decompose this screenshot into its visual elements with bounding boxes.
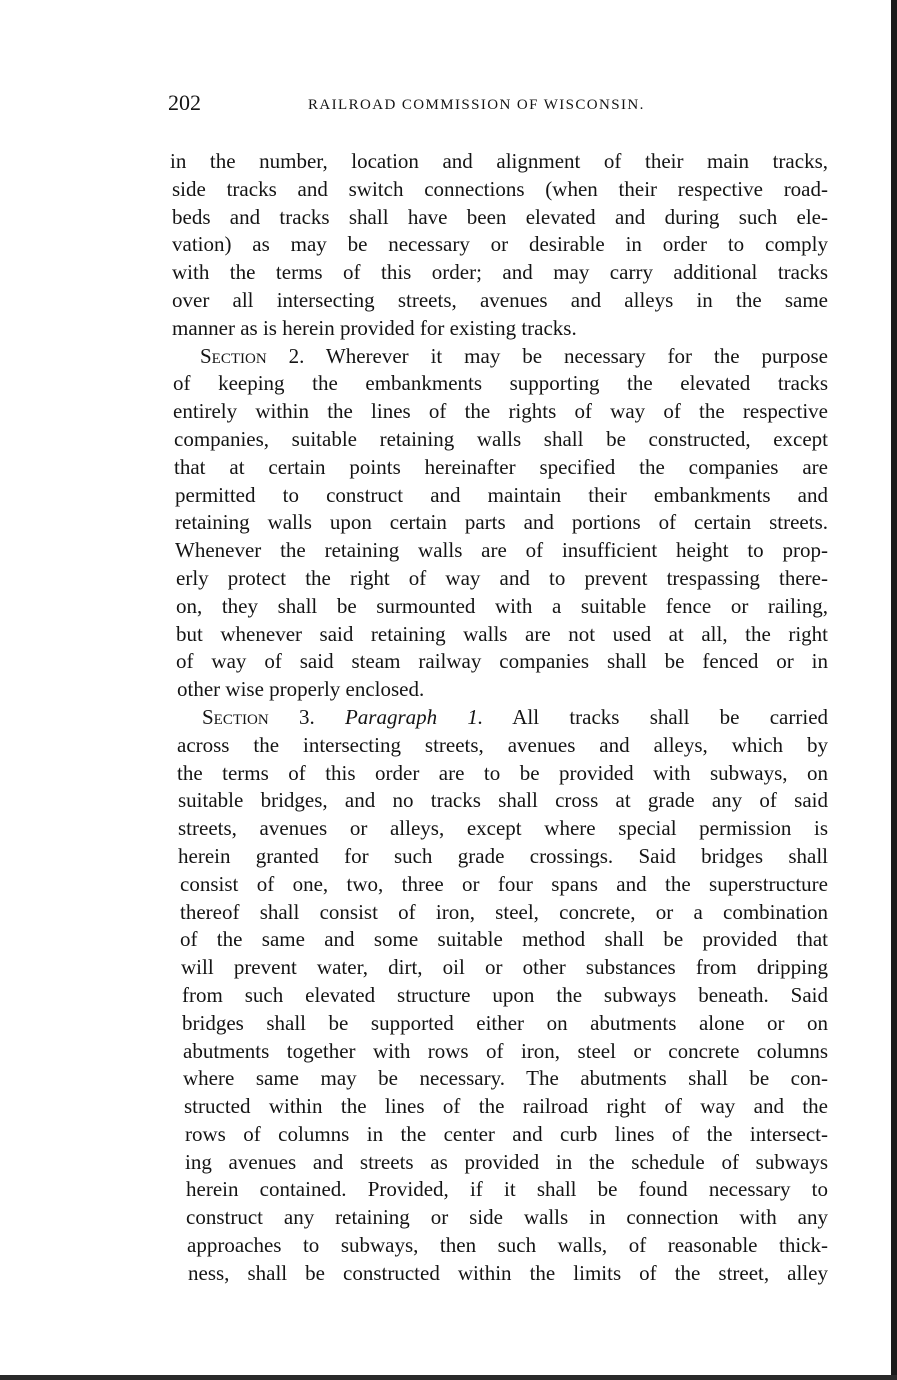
text-line: rows of columns in the center and curb lines of the intersect- (185, 1121, 828, 1146)
text-line: across the intersecting streets, avenues and alleys, which by (177, 732, 828, 757)
text-line: streets, avenues or alleys, except where special permission is (178, 816, 828, 841)
text-line: Whenever the retaining walls are of insufficient height to prop- (175, 538, 828, 563)
text-line: bridges shall be supported either on abutments alone or on (182, 1010, 828, 1035)
text-line: of keeping the embankments supporting the elevated tracks (173, 371, 828, 396)
text-line: on, they shall be surmounted with a suitable fence or railing, (176, 593, 828, 618)
text-line: where same may be necessary. The abutments shall be con- (183, 1066, 828, 1091)
text-line: entirely within the lines of the rights of way of the respective (173, 399, 828, 424)
text-line: of the same and some suitable method shall be provided that (180, 927, 828, 952)
section-2-text: Wherever it may be necessary for the purpose (325, 343, 828, 368)
text-line: construct any retaining or side walls in connection with any (186, 1205, 828, 1230)
text-line: consist of one, two, three or four spans and the superstructure (180, 871, 828, 896)
section-3-paragraph: Paragraph 1. (344, 704, 484, 729)
scan-edge-bottom (0, 1375, 897, 1380)
text-line: other wise properly enclosed. (177, 677, 425, 702)
text-line: herein contained. Provided, if it shall be found necessary to (186, 1177, 828, 1202)
text-line: from such elevated structure upon the subways beneath. Said (182, 982, 828, 1007)
text-line: in the number, location and alignment of their main tracks, (170, 149, 828, 173)
text-line: retaining walls upon certain parts and portions of certain streets. (175, 510, 828, 535)
text-line: will prevent water, dirt, oil or other substances from dripping (181, 955, 828, 980)
section-2-label: Section (200, 343, 267, 368)
section-2-line (200, 343, 828, 371)
text-line: vation) as may be necessary or desirable in order to comply (172, 232, 828, 257)
section-3-text: All tracks shall be carried (512, 704, 829, 729)
text-line: suitable bridges, and no tracks shall cross at grade any of said (178, 788, 828, 813)
section-3-number: 3. (298, 704, 315, 729)
text-line: over all intersecting streets, avenues and alleys in the same (172, 287, 828, 312)
running-head: RAILROAD COMMISSION OF WISCONSIN. (308, 97, 645, 113)
section-2-number: 2. (288, 343, 305, 368)
text-line: thereof shall consist of iron, steel, concrete, or a combination (180, 899, 828, 924)
text-line: erly protect the right of way and to prevent trespassing there- (176, 565, 828, 590)
text-line: but whenever said retaining walls are not used at all, the right (176, 621, 828, 646)
text-line: with the terms of this order; and may carry additional tracks (172, 260, 828, 285)
text-line: beds and tracks shall have been elevated and during such ele- (172, 204, 828, 229)
text-line: manner as is herein provided for existing tracks. (172, 315, 577, 340)
text-line: of way of said steam railway companies shall be fenced or in (176, 649, 828, 674)
section-3-label: Section (202, 704, 269, 729)
page-number: 202 (168, 90, 201, 115)
text-line: side tracks and switch connections (when their respective road- (172, 176, 828, 201)
text-line: the terms of this order are to be provided with subways, on (177, 760, 828, 785)
scan-edge-right (891, 0, 897, 1380)
text-line: permitted to construct and maintain their embankments and (175, 482, 828, 507)
text-line: abutments together with rows of iron, steel or concrete columns (183, 1038, 828, 1063)
page-header (168, 88, 828, 122)
text-line: ness, shall be constructed within the limits of the street, alley (188, 1260, 828, 1285)
section-3-line (202, 704, 828, 732)
text-line: ing avenues and streets as provided in the schedule of subways (185, 1149, 828, 1174)
text-line: structed within the lines of the railroad right of way and the (184, 1094, 828, 1119)
text-line: that at certain points hereinafter specified the companies are (174, 454, 828, 479)
body-text (172, 148, 828, 1288)
text-line: companies, suitable retaining walls shall be constructed, except (174, 426, 828, 451)
text-line: herein granted for such grade crossings. Said bridges shall (178, 843, 828, 868)
text-line: approaches to subways, then such walls, of reasonable thick- (187, 1233, 828, 1258)
